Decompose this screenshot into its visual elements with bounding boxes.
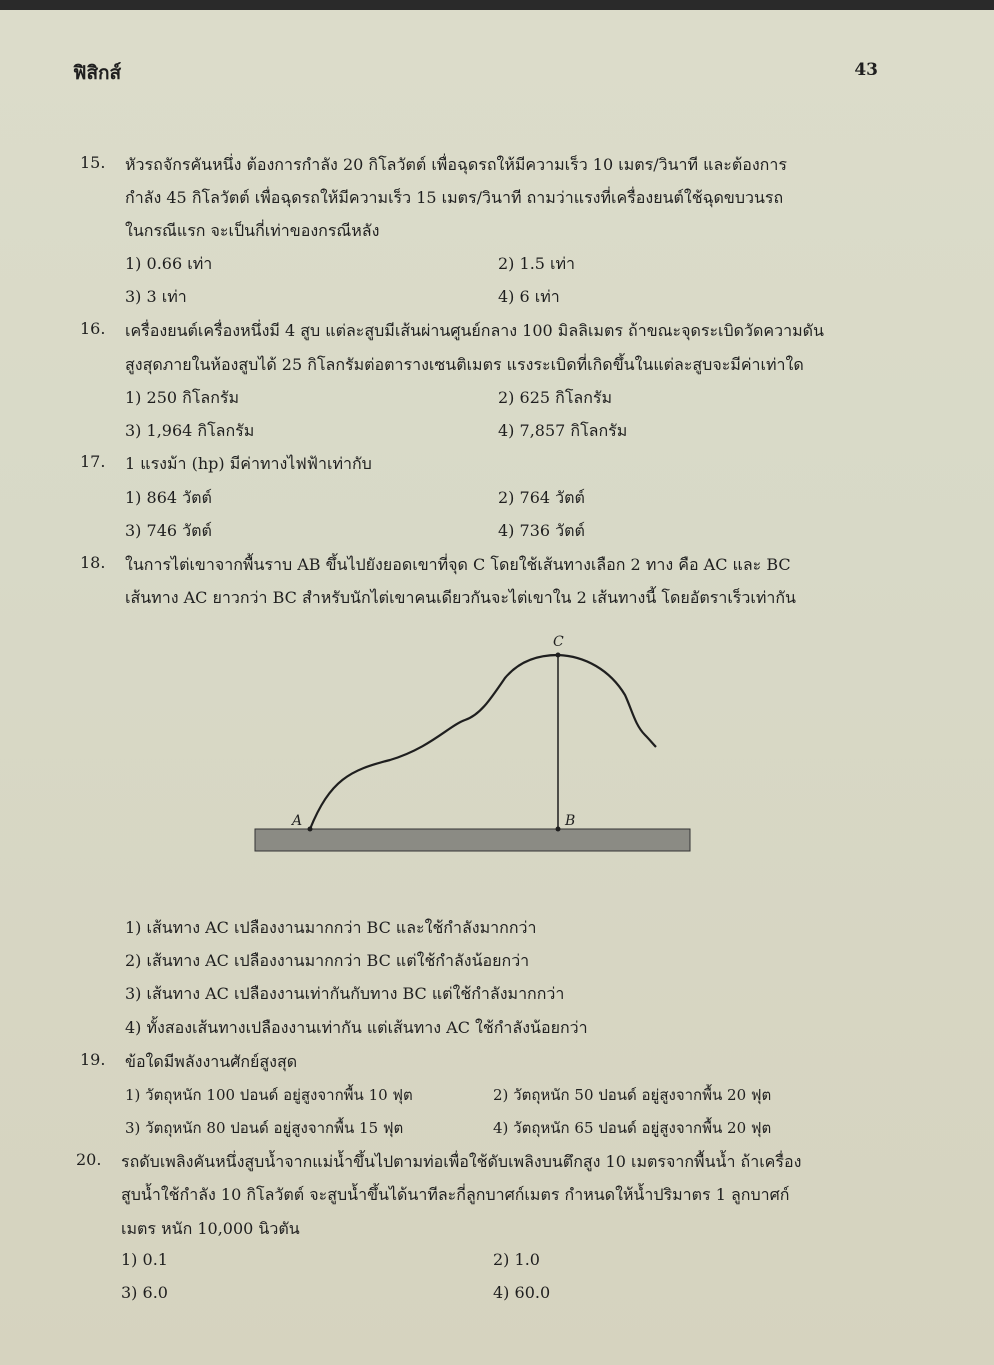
question-18-option-1: 1) เส้นทาง AC เปลืองงานมากกว่า BC และใช้กำลังมากกว่า xyxy=(125,918,537,937)
question-15-option-4: 4) 6 เท่า xyxy=(498,287,560,306)
question-18-option-3: 3) เส้นทาง AC เปลืองงานเท่ากันกับทาง BC แต่ใช้กำลังมากกว่า xyxy=(125,984,565,1003)
question-16-option-2: 2) 625 กิโลกรัม xyxy=(498,388,613,407)
question-20-option-4: 4) 60.0 xyxy=(493,1283,551,1302)
question-18-option-2: 2) เส้นทาง AC เปลืองงานมากกว่า BC แต่ใช้กำลังน้อยกว่า xyxy=(125,951,530,970)
question-16-option-3: 3) 1,964 กิโลกรัม xyxy=(125,421,255,440)
label-c: C xyxy=(553,634,564,650)
question-20-text-line: เมตร หนัก 10,000 นิวตัน xyxy=(121,1219,300,1238)
question-15-text-line: ในกรณีแรก จะเป็นกี่เท่าของกรณีหลัง xyxy=(125,221,380,240)
point-c-marker xyxy=(556,653,561,658)
question-19-option-2: 2) วัตถุหนัก 50 ปอนด์ อยู่สูงจากพื้น 20 ฟุต xyxy=(493,1086,772,1104)
label-b: B xyxy=(565,813,576,829)
point-b-marker xyxy=(556,827,561,832)
question-20-number: 20. xyxy=(76,1150,102,1169)
question-19-option-1: 1) วัตถุหนัก 100 ปอนด์ อยู่สูงจากพื้น 10 ฟุต xyxy=(125,1086,413,1104)
question-16-text-line: สูงสุดภายในห้องสูบได้ 25 กิโลกรัมต่อตารางเซนติเมตร แรงระเบิดที่เกิดขึ้นในแต่ละสูบจะมีค่าเท่าใด xyxy=(125,355,804,374)
question-18-option-4: 4) ทั้งสองเส้นทางเปลืองงานเท่ากัน แต่เส้นทาง AC ใช้กำลังน้อยกว่า xyxy=(125,1018,588,1037)
textbook-page xyxy=(0,10,994,1365)
question-15-option-3: 3) 3 เท่า xyxy=(125,287,187,306)
question-20-option-1: 1) 0.1 xyxy=(121,1250,168,1269)
question-19-text-line: ข้อใดมีพลังงานศักย์สูงสุด xyxy=(125,1052,298,1071)
mountain-diagram xyxy=(250,630,695,860)
question-17-option-4: 4) 736 วัตต์ xyxy=(498,521,585,540)
question-15-text-line: หัวรถจักรคันหนึ่ง ต้องการกำลัง 20 กิโลวัตต์ เพื่อฉุดรถให้มีความเร็ว 10 เมตร/วินาที และต้องการ xyxy=(125,155,787,174)
page-number: 43 xyxy=(854,60,878,80)
point-a-marker xyxy=(308,827,313,832)
label-a: A xyxy=(292,813,303,829)
question-15-option-2: 2) 1.5 เท่า xyxy=(498,254,576,273)
question-17-option-1: 1) 864 วัตต์ xyxy=(125,488,212,507)
question-16-option-1: 1) 250 กิโลกรัม xyxy=(125,388,240,407)
subject-heading: ฟิสิกส์ xyxy=(73,62,122,84)
mountain-outline xyxy=(310,655,656,829)
question-16-text-line: เครื่องยนต์เครื่องหนึ่งมี 4 สูบ แต่ละสูบมีเส้นผ่านศูนย์กลาง 100 มิลลิเมตร ถ้าขณะจุดระเบิดวัดความดัน xyxy=(125,321,824,340)
question-18-number: 18. xyxy=(80,553,106,572)
question-17-number: 17. xyxy=(80,452,106,471)
question-20-text-line: สูบน้ำใช้กำลัง 10 กิโลวัตต์ จะสูบน้ำขึ้นได้นาทีละกี่ลูกบาศก์เมตร กำหนดให้น้ำปริมาตร 1 ลูกบาศก์ xyxy=(121,1185,790,1204)
question-19-option-3: 3) วัตถุหนัก 80 ปอนด์ อยู่สูงจากพื้น 15 ฟุต xyxy=(125,1119,404,1137)
question-15-text-line: กำลัง 45 กิโลวัตต์ เพื่อฉุดรถให้มีความเร็ว 15 เมตร/วินาที ถามว่าแรงที่เครื่องยนต์ใช้ฉุดขบวนรถ xyxy=(125,188,784,207)
ground-plane xyxy=(255,829,690,851)
question-17-text-line: 1 แรงม้า (hp) มีค่าทางไฟฟ้าเท่ากับ xyxy=(125,454,372,473)
question-15-option-1: 1) 0.66 เท่า xyxy=(125,254,213,273)
question-20-option-2: 2) 1.0 xyxy=(493,1250,540,1269)
question-19-option-4: 4) วัตถุหนัก 65 ปอนด์ อยู่สูงจากพื้น 20 ฟุต xyxy=(493,1119,772,1137)
question-17-option-2: 2) 764 วัตต์ xyxy=(498,488,585,507)
question-20-text-line: รถดับเพลิงคันหนึ่งสูบน้ำจากแม่น้ำขึ้นไปตามท่อเพื่อใช้ดับเพลิงบนตึกสูง 10 เมตรจากพื้นน้ำ ถ้าเครื่อง xyxy=(121,1152,802,1171)
mountain-diagram-svg xyxy=(250,630,695,860)
question-20-option-3: 3) 6.0 xyxy=(121,1283,168,1302)
question-15-number: 15. xyxy=(80,153,106,172)
question-17-option-3: 3) 746 วัตต์ xyxy=(125,521,212,540)
question-18-text-line: ในการไต่เขาจากพื้นราบ AB ขึ้นไปยังยอดเขาที่จุด C โดยใช้เส้นทางเลือก 2 ทาง คือ AC และ BC xyxy=(125,555,791,574)
question-16-number: 16. xyxy=(80,319,106,338)
question-19-number: 19. xyxy=(80,1050,106,1069)
question-16-option-4: 4) 7,857 กิโลกรัม xyxy=(498,421,628,440)
question-18-text-line: เส้นทาง AC ยาวกว่า BC สำหรับนักไต่เขาคนเดียวกันจะไต่เขาใน 2 เส้นทางนี้ โดยอัตราเร็วเท่ากัน xyxy=(125,588,796,607)
